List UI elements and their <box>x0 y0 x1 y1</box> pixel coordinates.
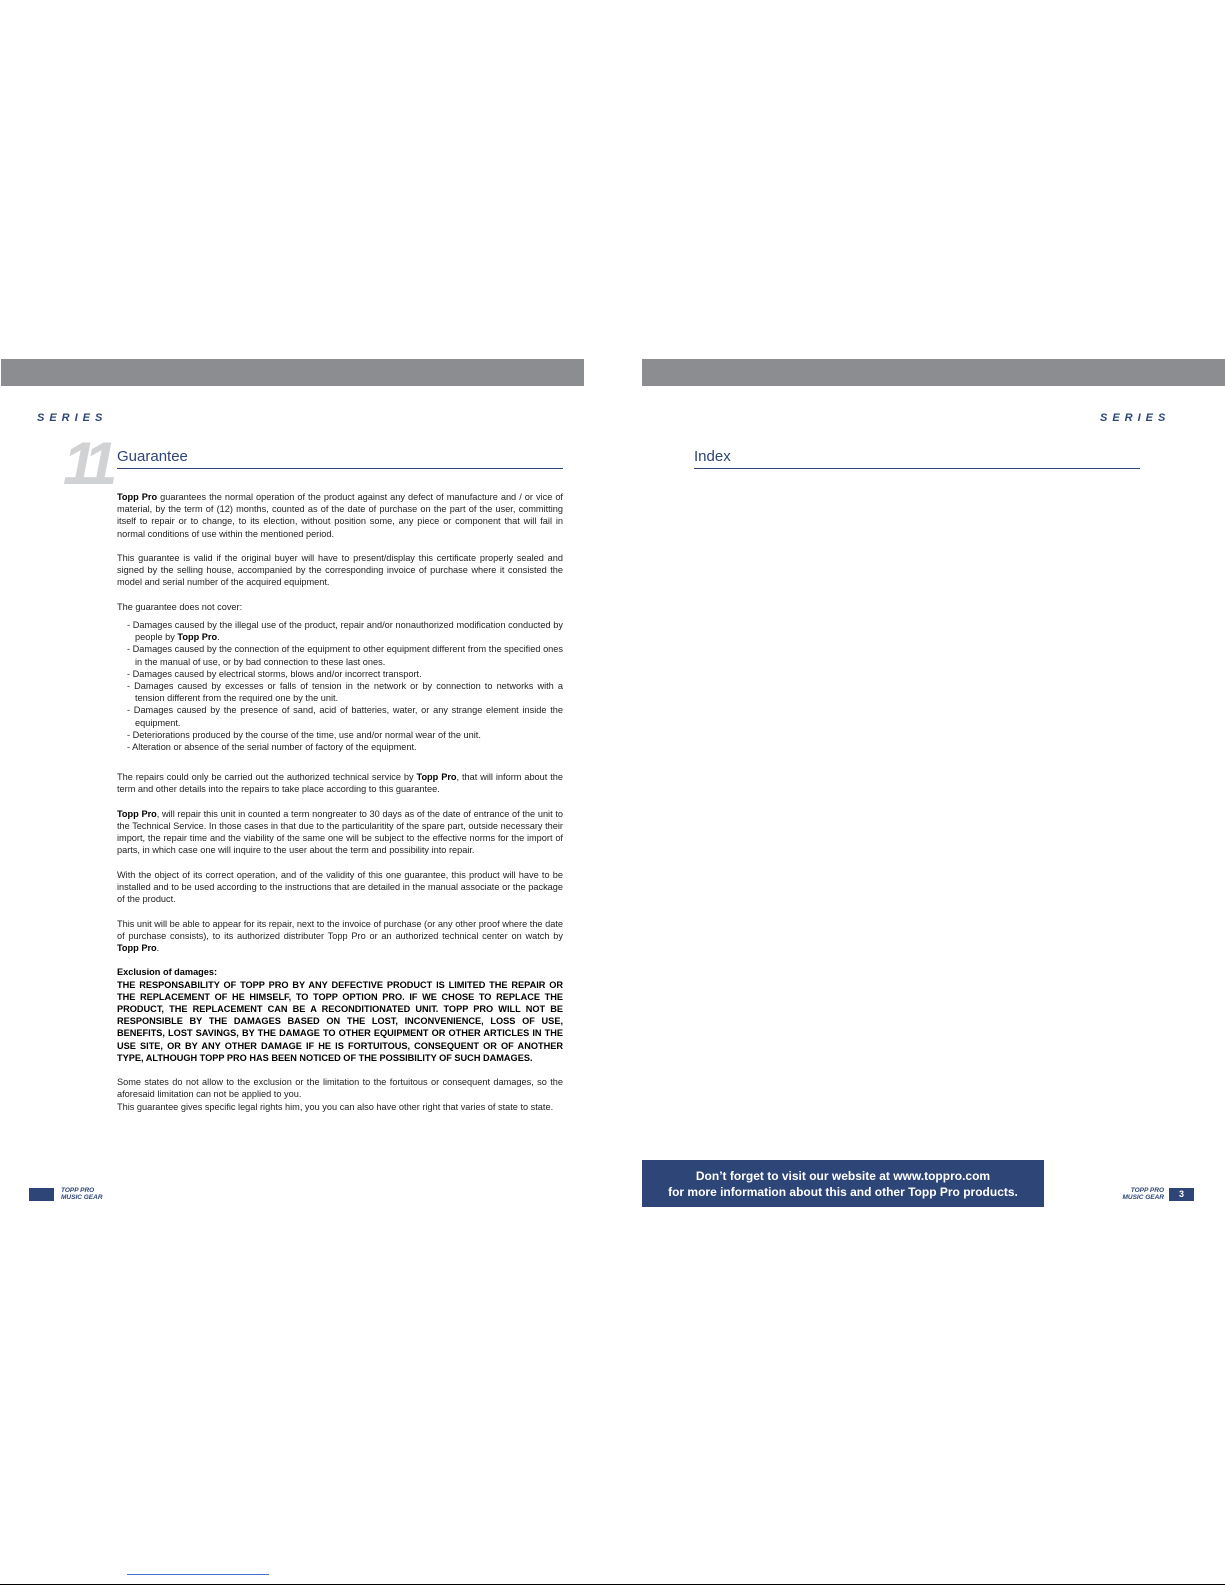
right-page <box>612 0 1225 1585</box>
website-promo-box: Don’t forget to visit our website at www.toppro.com for more information about this and other Topp Pro products. <box>642 1160 1044 1207</box>
footer-brand-logo: TOPP PRO MUSIC GEAR <box>61 1187 103 1201</box>
footer-brand-logo: TOPP PRO MUSIC GEAR <box>1122 1187 1164 1201</box>
list-item: - Alteration or absence of the serial number of factory of the equipment. <box>127 742 417 753</box>
guarantee-body <box>117 491 563 1113</box>
appear-paragraph: This unit will be able to appear for its repair, next to the invoice of purchase (or any other proof where the date of purchase consists), to its authorized distributer Topp Pro or an authorized technical center on watch by Topp Pro. <box>117 918 563 954</box>
website-link[interactable]: www.toppro.com <box>893 1168 991 1183</box>
series-logo: SERIES <box>37 412 108 424</box>
not-cover-heading: The guarantee does not cover: <box>117 601 243 612</box>
link-underline <box>127 1574 269 1575</box>
repair-term-paragraph: Topp Pro, will repair this unit in counted a term nongreater to 30 days as of the date of entrance of the unit to the Technical Service. In those cases in that due to the particularitity of the spare part, outside necessary their import, the repair time and the viability of the same one will be subject to the effective norms for the import of parts, in which case one will inquire to the user about the term and possibility into repair. <box>117 808 563 856</box>
list-item: - Deteriorations produced by the course of the time, use and/or normal wear of the unit. <box>127 729 481 740</box>
repairs-paragraph: The repairs could only be carried out the authorized technical service by Topp Pro, that will inform about the term and other details into the repairs to take place according to this guarantee. <box>117 772 564 795</box>
section-title: Guarantee <box>117 448 188 465</box>
header-bar <box>642 359 1225 386</box>
intro-text: guarantees the normal operation of the product against any defect of manufacture and / or vice of material, by the term of (12) months, counted as of the date of purchase on the part of the user, committing itself to repair or to change, to its election, without position some, any piece or component that will fail in normal conditions of use within the mentioned period. <box>117 492 563 539</box>
section-title: Index <box>694 448 731 465</box>
list-item: - Damages caused by electrical storms, blows and/or incorrect transport. <box>127 668 422 679</box>
header-bar <box>1 359 584 386</box>
intro-paragraph <box>117 491 563 540</box>
page-number: 3 <box>1169 1188 1194 1201</box>
series-logo: SERIES <box>1100 412 1171 424</box>
validity-paragraph: This guarantee is valid if the original buyer will have to present/display this certificate properly sealed and signed by the selling house, accompanied by the corresponding invoice of purchase where it consisted the model and serial number of the acquired equipment. <box>117 553 563 588</box>
operation-paragraph: With the object of its correct operation, and of the validity of this one guarantee, this product will have to be installed and to be used according to the instructions that are detailed in the manual associate or the package of the product. <box>117 869 563 905</box>
left-page <box>0 0 612 1585</box>
title-rule <box>694 468 1140 469</box>
brand-name: Topp Pro <box>117 492 158 502</box>
list-item: - Damages caused by the illegal use of the product, repair and/or nonauthorized modification conducted by people by Topp Pro. <box>127 620 563 643</box>
brand-name: Topp Pro <box>177 632 218 643</box>
chapter-number: 11 <box>63 430 110 497</box>
brand-name: Topp Pro <box>117 808 157 819</box>
exclusion-text: THE RESPONSABILITY OF TOPP PRO BY ANY DEFECTIVE PRODUCT IS LIMITED THE REPAIR OR THE REPLACEMENT OF HE HIMSELF, TO TOPP OPTION PRO. IF WE CHOSE TO REPLACE THE PRODUCT, THE REPLACEMENT CAN BE A RECONDITIONATED UNIT. TOPP PRO WILL NOT BE RESPONSIBLE BY THE DAMAGES BASED ON THE LOST, INCONVENIENCE, LOSS OF USE, BENEFITS, LOST SAVINGS, BY THE DAMAGE TO OTHER EQUIPMENT OR OTHER ARTICLES IN THE USE SITE, OR BY ANY OTHER DAMAGE IF HE IS FORTUITOUS, CONSEQUENT OR OF ANOTHER TYPE, ALTHOUGH TOPP PRO HAS BEEN NOTICED OF THE POSSIBILITY OF SUCH DAMAGES. <box>117 979 563 1063</box>
states-paragraph: Some states do not allow to the exclusion or the limitation to the fortuitous or consequent damages, so the aforesaid limitation can not be applied to you. <box>117 1077 563 1100</box>
title-rule <box>117 468 563 469</box>
rights-paragraph: This guarantee gives specific legal rights him, you you can also have other right that varies of state to state. <box>117 1101 554 1112</box>
brand-name: Topp Pro <box>908 1184 960 1199</box>
brand-name: Topp Pro <box>117 943 157 954</box>
list-item: - Damages caused by excesses or falls of tension in the network or by connection to networks with a tension different from the required one by the unit. <box>127 681 563 704</box>
footer-block <box>29 1188 54 1201</box>
not-cover-list <box>117 619 563 753</box>
list-item: - Damages caused by the connection of the equipment to other equipment different from the specified ones in the manual of use, or by bad connection to these last ones. <box>127 644 563 667</box>
exclusion-title: Exclusion of damages: <box>117 967 218 978</box>
brand-name: Topp Pro <box>416 772 457 783</box>
list-item: - Damages caused by the presence of sand, acid of batteries, water, or any strange element inside the equipment. <box>127 705 563 728</box>
